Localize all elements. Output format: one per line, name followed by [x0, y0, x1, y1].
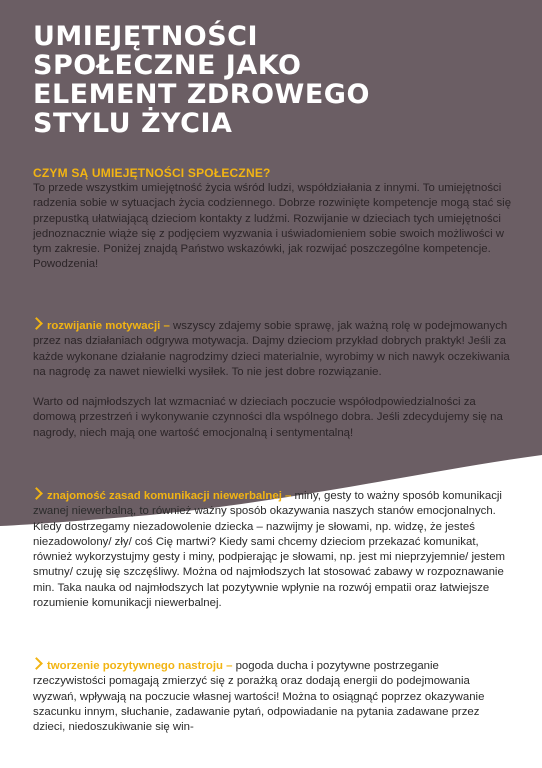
- tip-keyword: tworzenie pozytywnego nastroju –: [47, 660, 233, 672]
- tip-text: wszyscy zdajemy sobie sprawę, jak ważną rolę w podejmowanych przez nas działaniach odgrywa motywacja. Dajmy dzieciom przykład dobrych praktyk! Jeśli za każde wykonane działanie nagrodzimy dzieci materialnie, wyrobimy w nich nawyk oczekiwania na nagrodę za nawet niewielki wysiłek. To nie jest dobre rozwiązanie.: [33, 320, 510, 378]
- chevron-right-icon: [30, 657, 43, 670]
- tip-paragraph: [33, 489, 513, 611]
- tip-text: pogoda ducha i pozytywne postrzeganie rzeczywistości pomagają zmierzyć się z porażką oraz dodają energii do podejmowania wyzwań, wpływają na poczucie własnej wartości! Można to osiągnąć poprzez okazywanie szacunku innym, słuchanie, zadawanie pytań, odpowiadanie na pytania zadawane przez dzieci, niedoszukiwanie się win-: [33, 660, 485, 734]
- intro-section: [33, 166, 513, 273]
- tip-keyword: rozwijanie motywacji –: [47, 320, 170, 332]
- tip-item-nonverbal: [33, 489, 513, 611]
- chevron-right-icon: [30, 317, 43, 330]
- tip-text: miny, gesty to ważny sposób komunikacji zwanej niewerbalną, to również ważny sposób okazywania naszych stanów emocjonalnych. Kiedy dostrzegamy niezadowolenie dziecka – nazwijmy je słowami, np. widzę, że jesteś niezadowolony/ zły/ coś Cię martwi? Kiedy sami chcemy dzieciom przekazać komunikat, również wykorzystujmy gesty i miny, podpierając je słowami, np. jest mi nieprzyjemnie/ jestem smutny/ czuję się szczęśliwy. Można od najmłodszych lat stosować zabawy w rozpoznawanie min. Taka nauka od najmłodszych lat pozytywnie wpłynie na rozwój empatii oraz łatwiejsze rozumienie komunikacji niewerbalnej.: [33, 490, 506, 610]
- tip-item-motivation: [33, 319, 513, 441]
- chevron-right-icon: [30, 487, 43, 500]
- tip-paragraph: [33, 319, 513, 380]
- page-title: UMIEJĘTNOŚCI SPOŁECZNE JAKO ELEMENT ZDROWEGO STYLU ŻYCIA: [33, 21, 370, 139]
- section-heading: CZYM SĄ UMIEJĘTNOŚCI SPOŁECZNE?: [33, 166, 271, 180]
- tip-keyword: znajomość zasad komunikacji niewerbalnej –: [47, 490, 292, 502]
- tip-item-mood: [33, 659, 513, 735]
- intro-paragraph: To przede wszystkim umiejętność życia wśród ludzi, współdziałania z innymi. To umiejętności radzenia sobie w sytuacjach życia codziennego. Dobrze rozwinięte kompetencje mogą stać się przepustką ułatwiającą dzieciom kontakty z ludźmi. Rozwijanie w dzieciach tych umiejętności jednoznacznie wiąże się z podjęciem wyzwania i uświadomieniem sobie swoich możliwości w tym zakresie. Poniżej znajdą Państwo wskazówki, jak rozwijać poszczególne kompetencje. Powodzenia!: [33, 182, 512, 271]
- tip-paragraph-continued: Warto od najmłodszych lat wzmacniać w dzieciach poczucie współodpowiedzialności za domową przestrzeń i wykonywanie czynności dla wspólnego dobra. Jeśli zdecydujemy się na nagrody, niech mają one wartość emocjonalną i sentymentalną!: [33, 396, 503, 439]
- tip-paragraph: [33, 659, 513, 735]
